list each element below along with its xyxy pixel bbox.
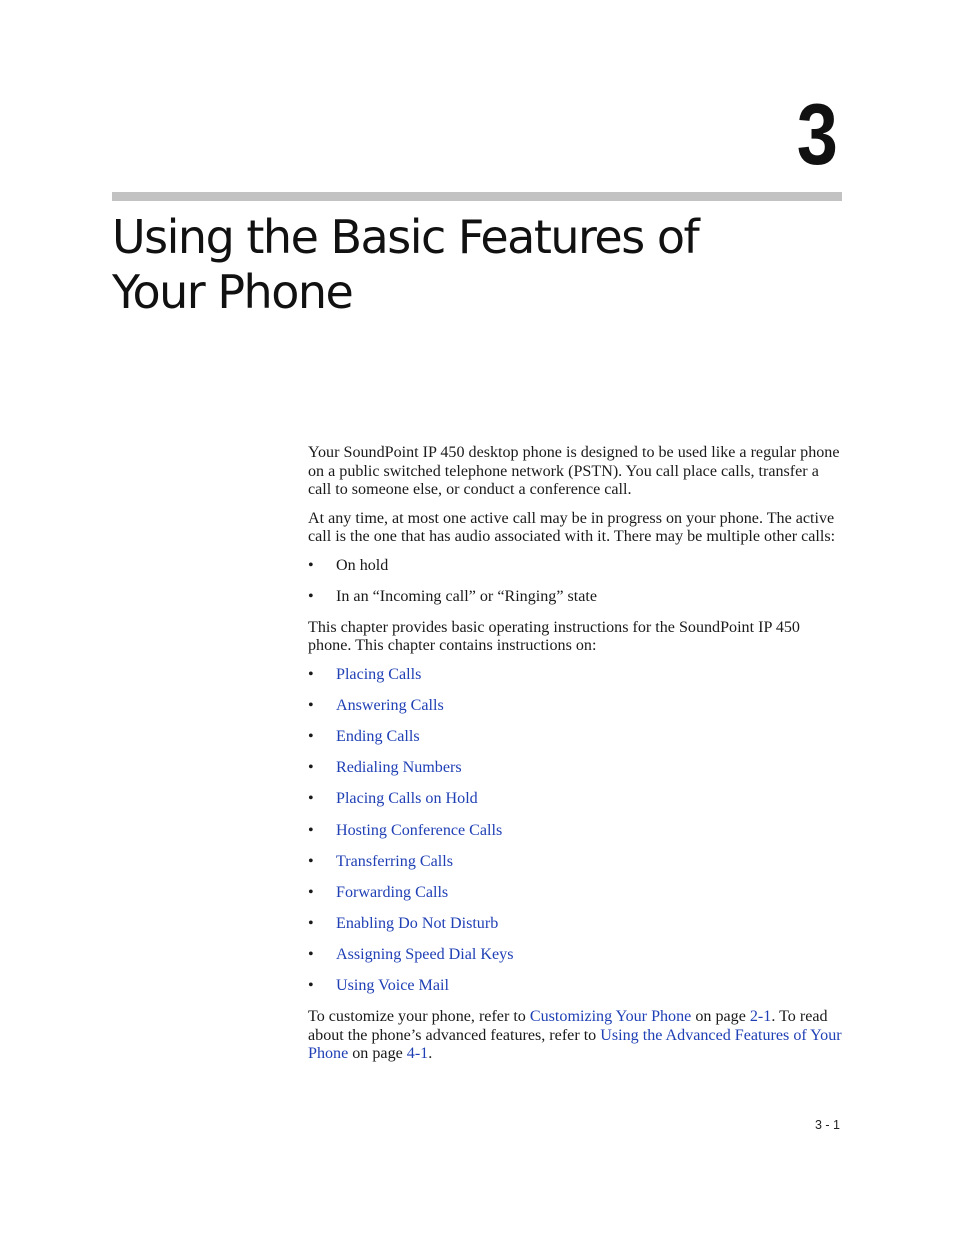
list-item: • On hold xyxy=(308,557,842,576)
topic-link-answering-calls[interactable]: Answering Calls xyxy=(336,697,444,715)
intro-paragraph: Your SoundPoint IP 450 desktop phone is designed to be used like a regular phone on a public switched telephone network (PSTN). You call place calls, transfer a call to someone else, or conduct a conference call. xyxy=(308,444,840,498)
closing-text: on page xyxy=(348,1045,407,1063)
page-number: 3 - 1 xyxy=(814,1118,840,1132)
topic-item xyxy=(308,822,842,841)
topic-item xyxy=(308,759,842,778)
closing-text: . To read about the phone’s advanced features, refer to xyxy=(308,1008,828,1044)
topic-link-enabling-do-not-disturb[interactable]: Enabling Do Not Disturb xyxy=(336,915,499,932)
topic-item xyxy=(308,853,842,872)
page-4-1-link[interactable]: 4-1 xyxy=(406,1045,429,1063)
topic-link-hosting-conference-calls[interactable]: Hosting Conference Calls xyxy=(336,821,503,839)
topic-item xyxy=(308,666,842,685)
topic-item xyxy=(308,915,842,934)
topic-item xyxy=(308,728,842,747)
chapter-title-line-1: Using the Basic Features of xyxy=(112,210,699,264)
chapter-number: 3 xyxy=(796,87,838,183)
active-call-paragraph: At any time, at most one active call may be in progress on your phone. The active call is the one that has audio associated with it. There may be multiple other calls: xyxy=(308,509,836,545)
topic-link-redialing-numbers[interactable]: Redialing Numbers xyxy=(336,759,462,777)
topic-link-using-voice-mail[interactable]: Using Voice Mail xyxy=(336,977,449,995)
topics-list xyxy=(308,666,842,996)
topic-item xyxy=(308,790,842,809)
chapter-title xyxy=(112,210,732,320)
customizing-your-phone-link[interactable]: Customizing Your Phone xyxy=(529,1008,692,1026)
call-states-list xyxy=(308,557,842,607)
topic-item xyxy=(308,884,842,903)
page-2-1-link[interactable]: 2-1 xyxy=(749,1008,772,1026)
topic-item xyxy=(308,977,842,996)
topic-item xyxy=(308,697,842,716)
chapter-contents-paragraph: This chapter provides basic operating instructions for the SoundPoint IP 450 phone. This chapter contains instructions on: xyxy=(308,618,800,655)
topic-link-transferring-calls[interactable]: Transferring Calls xyxy=(336,852,453,870)
advanced-features-link[interactable]: Using the Advanced Features of Your Phone xyxy=(308,1026,842,1063)
closing-text: on page xyxy=(691,1008,750,1026)
topic-link-assigning-speed-dial-keys[interactable]: Assigning Speed Dial Keys xyxy=(336,946,514,964)
list-item: • In an “Incoming call” or “Ringing” state xyxy=(308,588,842,607)
topic-link-forwarding-calls[interactable]: Forwarding Calls xyxy=(336,883,449,901)
chapter-rule xyxy=(112,192,842,201)
closing-text: To customize your phone, refer to xyxy=(308,1008,530,1026)
topic-link-placing-calls-on-hold[interactable]: Placing Calls on Hold xyxy=(336,790,478,808)
closing-text: . xyxy=(428,1045,433,1063)
chapter-body xyxy=(308,444,842,1074)
topic-item xyxy=(308,946,842,965)
chapter-title-line-2: Your Phone xyxy=(112,265,353,319)
topic-link-ending-calls[interactable]: Ending Calls xyxy=(336,728,420,746)
topic-link-placing-calls[interactable]: Placing Calls xyxy=(336,665,422,683)
closing-paragraph xyxy=(308,1008,842,1064)
